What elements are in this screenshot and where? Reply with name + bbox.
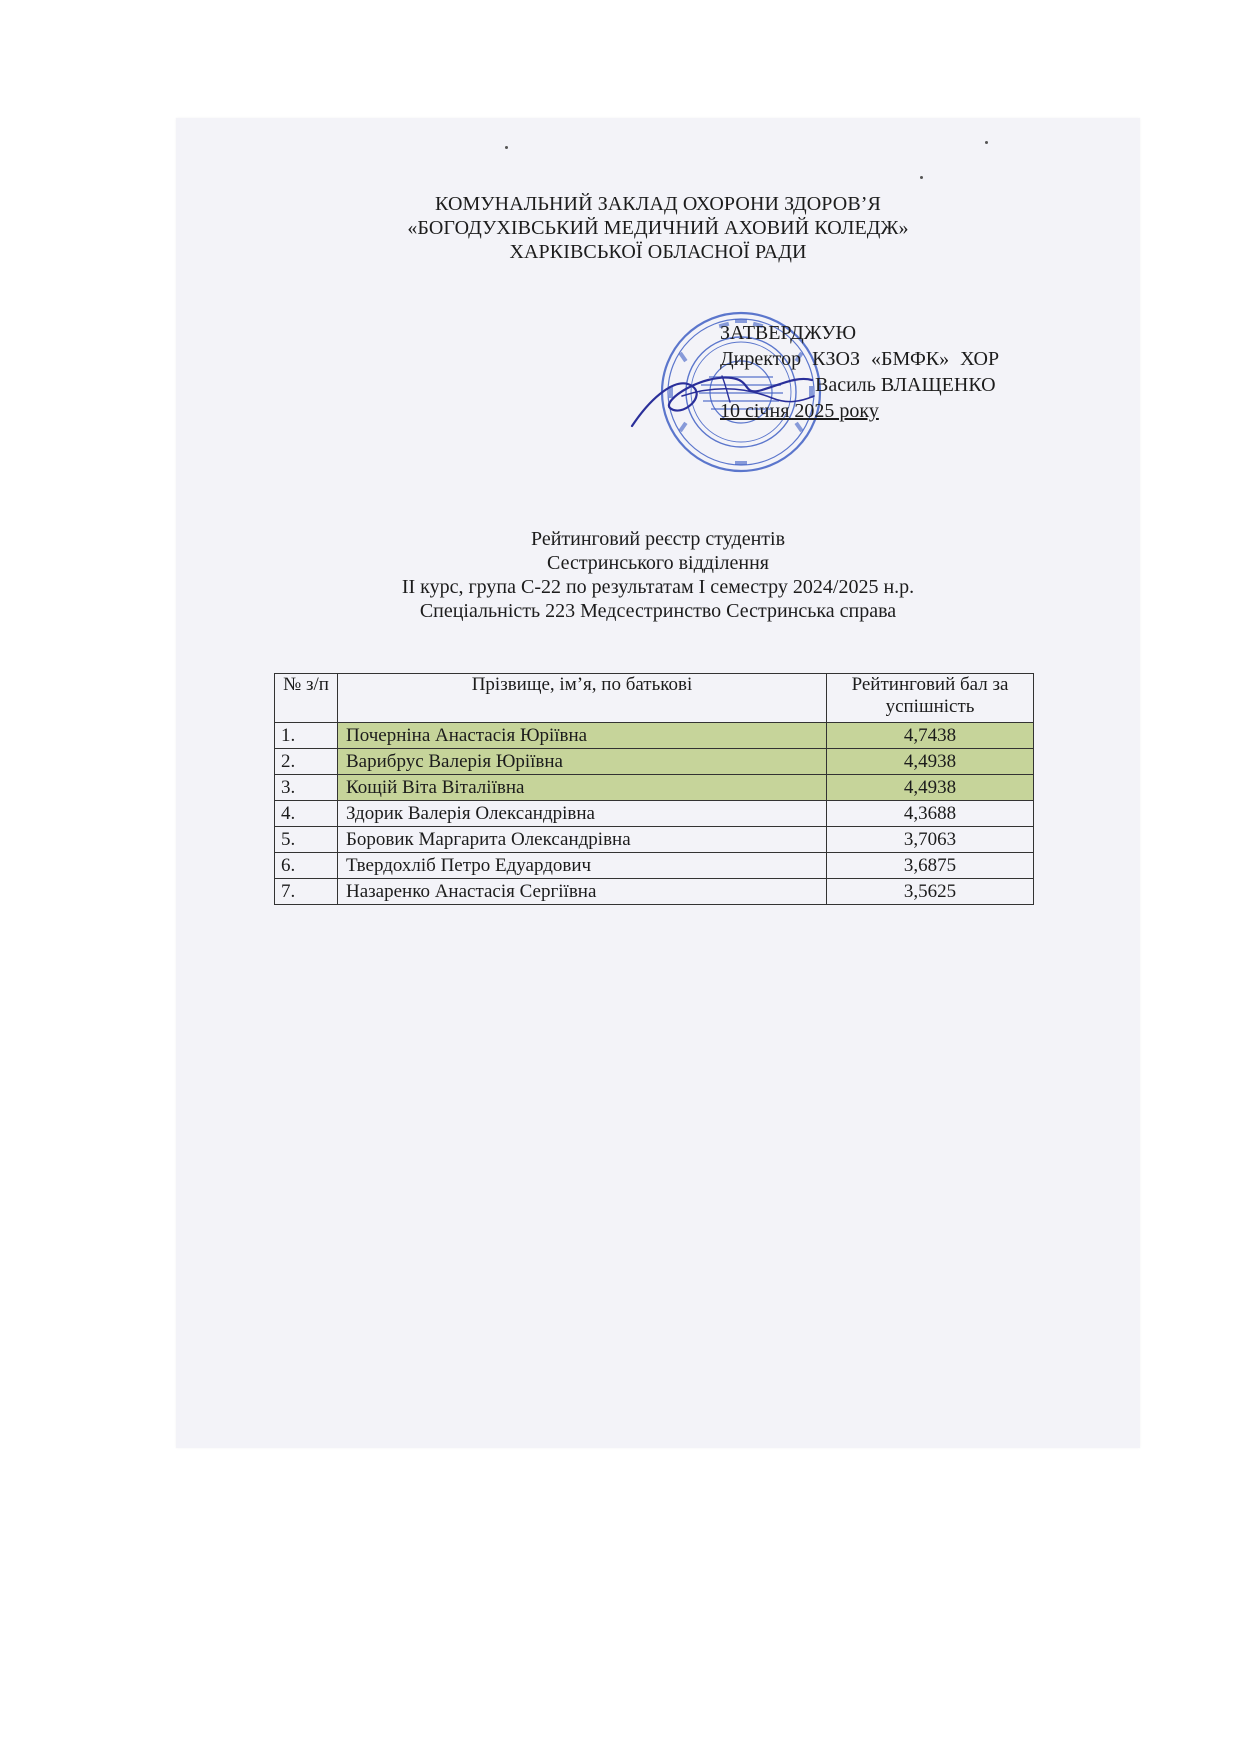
student-score: 4,4938 [827, 775, 1034, 801]
table-row [275, 723, 1034, 749]
row-number: 5. [275, 827, 338, 853]
column-header-number: № з/п [275, 674, 338, 723]
document-title [176, 527, 1140, 623]
student-name: Здорик Валерія Олександрівна [338, 801, 827, 827]
column-header-name: Прізвище, ім’я, по батькові [338, 674, 827, 723]
table-row [275, 801, 1034, 827]
approval-block [720, 320, 1060, 424]
student-name: Твердохліб Петро Едуардович [338, 853, 827, 879]
student-name: Боровик Маргарита Олександрівна [338, 827, 827, 853]
student-score: 4,3688 [827, 801, 1034, 827]
table-header-row [275, 674, 1034, 723]
table-row [275, 853, 1034, 879]
row-number: 6. [275, 853, 338, 879]
student-name: Назаренко Анастасія Сергіївна [338, 879, 827, 905]
student-score: 4,4938 [827, 749, 1034, 775]
approval-position: Директор КЗОЗ «БМФК» ХОР [720, 348, 1000, 370]
scan-speck [985, 141, 988, 144]
title-line-4: Спеціальність 223 Медсестринство Сестринська справа [419, 600, 897, 622]
row-number: 4. [275, 801, 338, 827]
student-score: 3,5625 [827, 879, 1034, 905]
table-row [275, 749, 1034, 775]
header-line-2: «БОГОДУХІВСЬКИЙ МЕДИЧНИЙ АХОВИЙ КОЛЕДЖ» [407, 217, 909, 239]
scan-speck [920, 176, 923, 179]
row-number: 7. [275, 879, 338, 905]
approval-heading: ЗАТВЕРДЖУЮ [720, 322, 857, 344]
title-line-3: ІІ курс, група С-22 по результатам І семестру 2024/2025 н.р. [401, 576, 915, 598]
institution-header [176, 192, 1140, 264]
rating-table [274, 673, 1034, 905]
table-row [275, 879, 1034, 905]
scan-speck [505, 146, 508, 149]
header-line-3: ХАРКІВСЬКОЇ ОБЛАСНОЇ РАДИ [509, 241, 807, 263]
student-name: Почерніна Анастасія Юріївна [338, 723, 827, 749]
table-row [275, 775, 1034, 801]
student-score: 3,7063 [827, 827, 1034, 853]
title-line-1: Рейтинговий реєстр студентів [530, 528, 786, 550]
title-line-2: Сестринського відділення [546, 552, 769, 574]
student-name: Варибрус Валерія Юріївна [338, 749, 827, 775]
student-score: 3,6875 [827, 853, 1034, 879]
approval-signatory: Василь ВЛАЩЕНКО [815, 374, 996, 396]
row-number: 1. [275, 723, 338, 749]
table-row [275, 827, 1034, 853]
student-name: Кощій Віта Віталіївна [338, 775, 827, 801]
column-header-score: Рейтинговий бал за успішність [827, 674, 1034, 723]
row-number: 2. [275, 749, 338, 775]
row-number: 3. [275, 775, 338, 801]
approval-date: 10 січня 2025 року [720, 400, 879, 422]
student-score: 4,7438 [827, 723, 1034, 749]
header-line-1: КОМУНАЛЬНИЙ ЗАКЛАД ОХОРОНИ ЗДОРОВ’Я [435, 193, 881, 215]
